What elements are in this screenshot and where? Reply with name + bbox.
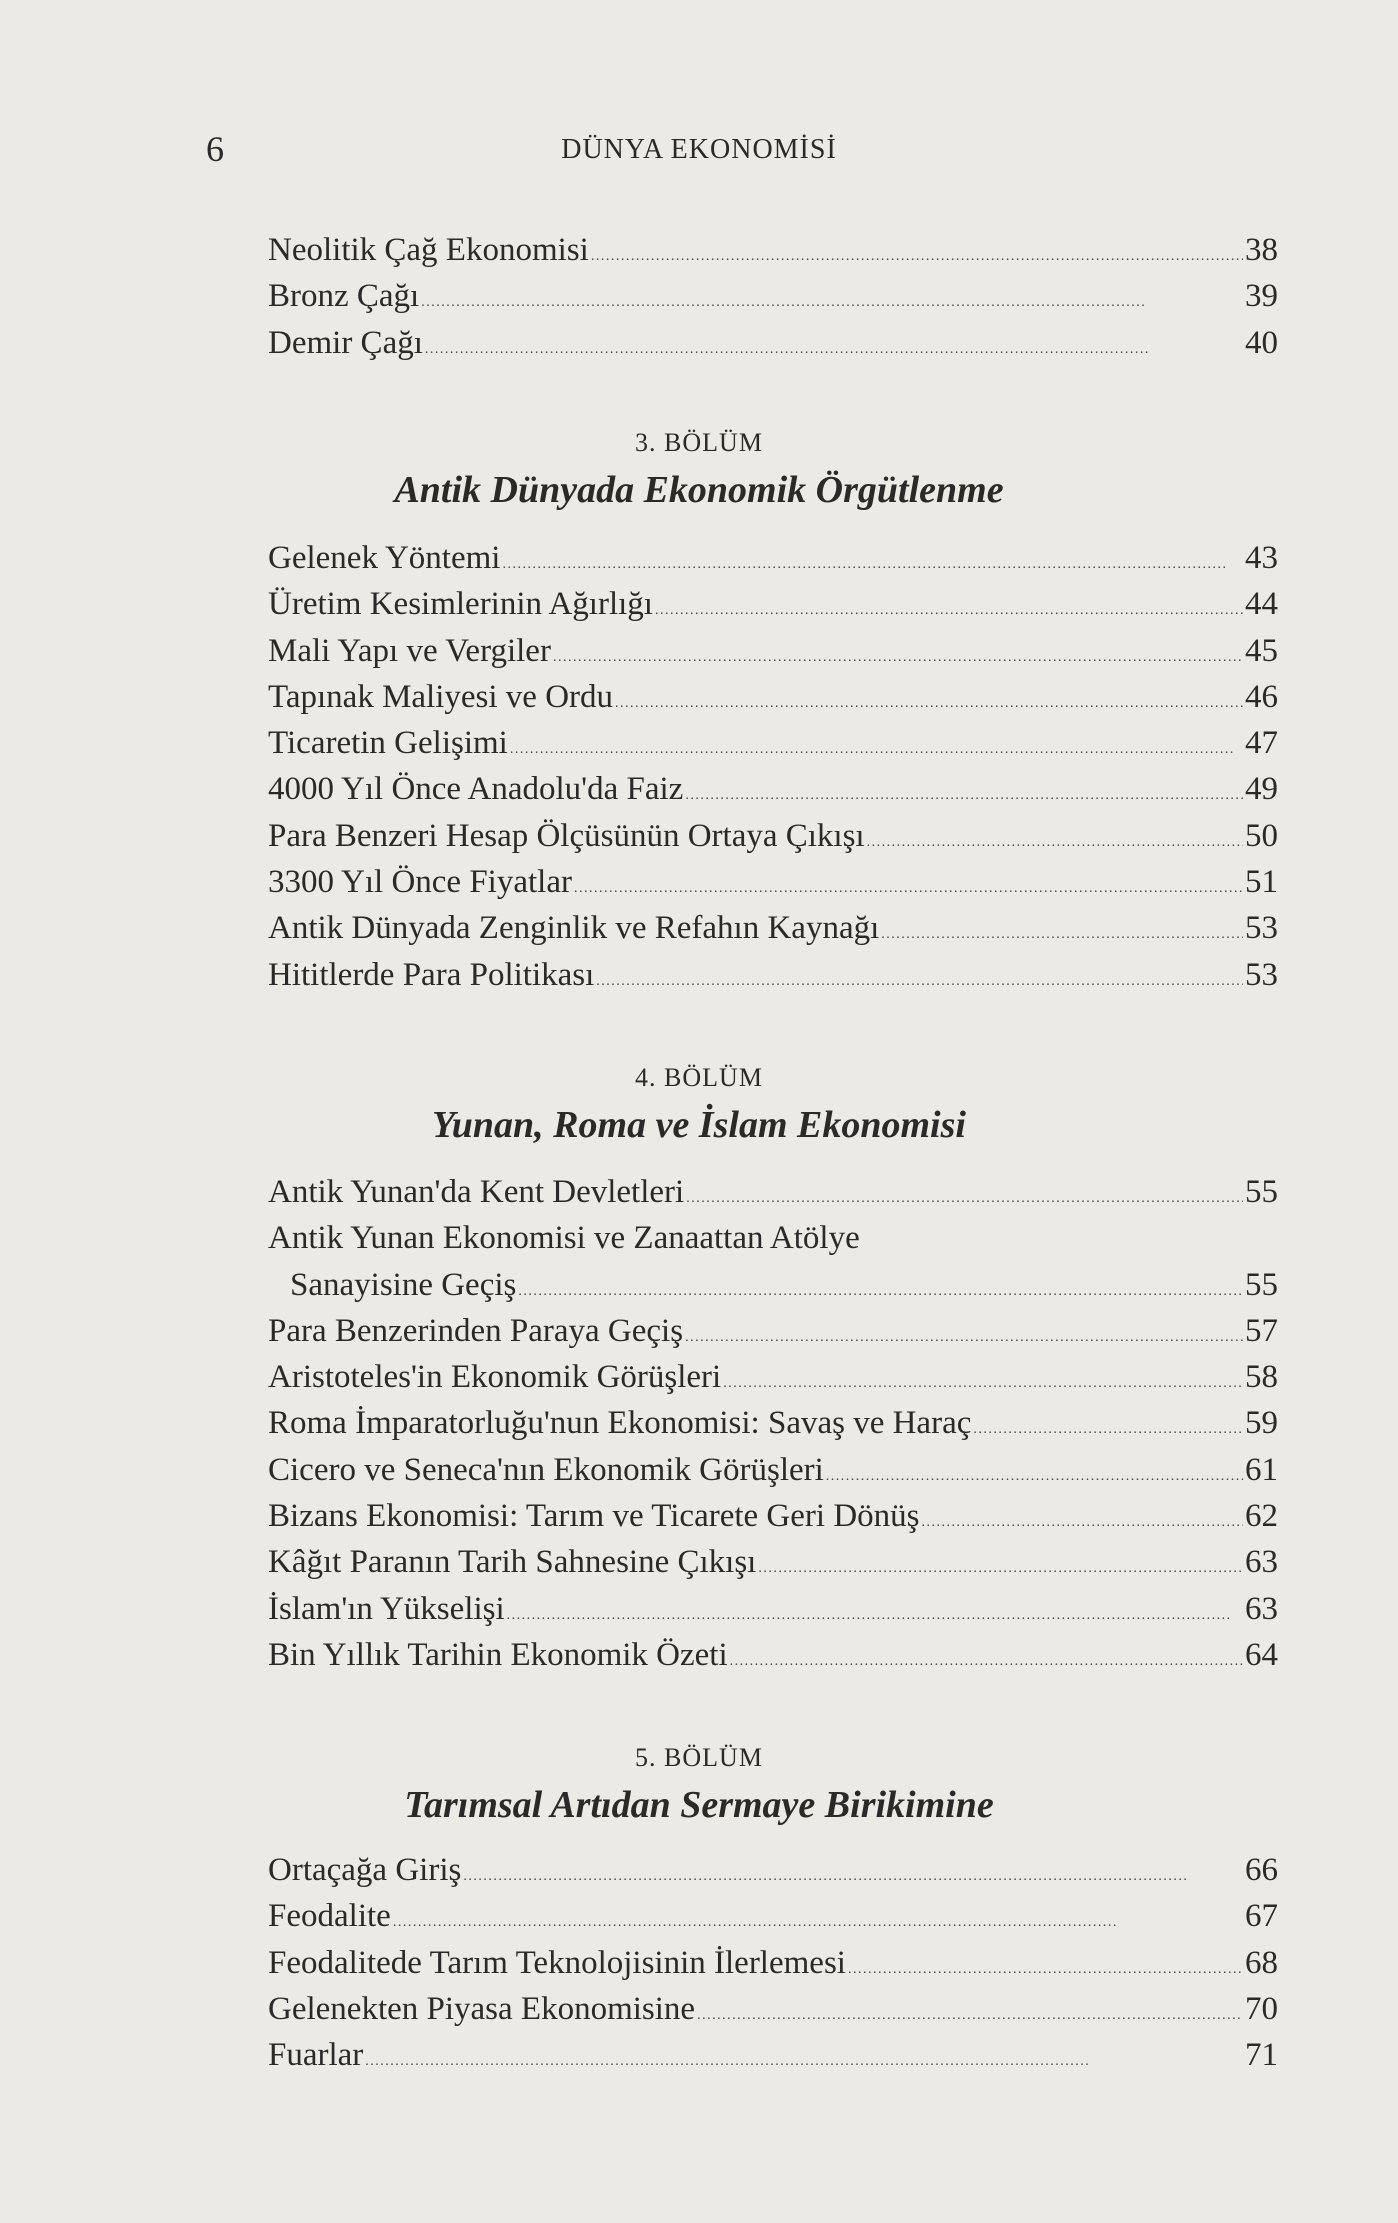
toc-entry-title: Mali Yapı ve Vergiler	[268, 632, 551, 669]
toc-entry	[268, 586, 1278, 632]
chapter-title: Antik Dünyada Ekonomik Örgütlenme	[394, 469, 1004, 511]
toc-entry-title: Neolitik Çağ Ekonomisi	[268, 232, 589, 268]
dot-leader	[507, 1591, 1243, 1628]
toc-entry-title: Ortaçağa Giriş	[268, 1852, 462, 1888]
dot-leader	[425, 325, 1243, 362]
dot-leader	[826, 1452, 1243, 1489]
toc-entry-title: Gelenek Yöntemi	[268, 540, 501, 576]
toc-entry-page: 62	[1245, 1498, 1278, 1535]
page-number: 6	[206, 129, 224, 169]
toc-entry-page: 43	[1245, 540, 1278, 576]
toc-entry	[268, 1267, 1278, 1313]
toc-entry-page: 68	[1245, 1944, 1278, 1981]
toc-entry-title: Ticaretin Gelişimi	[268, 725, 508, 762]
toc-entry	[268, 771, 1278, 817]
toc-entry	[268, 1359, 1278, 1405]
chapter-heading-5	[0, 1743, 1398, 1827]
toc-entry-page: 57	[1245, 1312, 1278, 1349]
toc-entry-page: 40	[1245, 324, 1278, 361]
dot-leader	[685, 771, 1243, 808]
toc-entry	[268, 1898, 1278, 1944]
toc-entry-page: 39	[1245, 278, 1278, 315]
toc-entry	[268, 1991, 1278, 2037]
toc-entry-page: 50	[1245, 817, 1278, 854]
dot-leader	[393, 1898, 1243, 1935]
toc-entry	[268, 1544, 1278, 1590]
toc-entry-title: Aristoteles'in Ekonomik Görüşleri	[268, 1359, 722, 1396]
toc-entry	[268, 1174, 1278, 1220]
toc-entry	[268, 1637, 1278, 1683]
toc-entry	[268, 1945, 1278, 1991]
toc-entry-title: Feodalite	[268, 1898, 391, 1935]
toc-entry-page: 66	[1245, 1852, 1278, 1888]
toc-entry-page: 70	[1245, 1990, 1278, 2027]
dot-leader	[421, 278, 1243, 315]
toc-entry-page: 67	[1245, 1898, 1278, 1935]
chapter-label: 4. BÖLÜM	[635, 1063, 763, 1092]
toc-entry	[268, 864, 1278, 910]
dot-leader	[596, 957, 1243, 994]
toc-entry-page: 53	[1245, 956, 1278, 993]
toc-entry-page: 38	[1245, 232, 1278, 268]
toc-entry	[268, 1220, 1278, 1266]
dot-leader	[867, 818, 1243, 855]
dot-leader	[502, 540, 1243, 577]
toc-entry-title: Bizans Ekonomisi: Tarım ve Ticarete Geri Dönüş	[268, 1498, 920, 1535]
chapter-heading-3	[0, 428, 1398, 512]
toc-entry	[268, 540, 1278, 586]
toc-entry-title: Bin Yıllık Tarihin Ekonomik Özeti	[268, 1636, 728, 1673]
toc-entry	[268, 1852, 1278, 1898]
toc-section-continued	[268, 232, 1278, 371]
chapter-label: 3. BÖLÜM	[635, 428, 763, 457]
toc-entry-title: Fuarlar	[268, 2037, 364, 2074]
dot-leader	[591, 232, 1243, 269]
toc-entry	[268, 1498, 1278, 1544]
toc-entry	[268, 957, 1278, 1003]
toc-entry	[268, 679, 1278, 725]
dot-leader	[365, 2037, 1243, 2074]
toc-entry-page: 45	[1245, 632, 1278, 669]
toc-entry	[268, 633, 1278, 679]
toc-entry-page: 51	[1245, 864, 1278, 901]
toc-entry-page: 71	[1245, 2037, 1278, 2074]
running-head: DÜNYA EKONOMİSİ	[561, 134, 837, 165]
toc-entry-title: İslam'ın Yükselişi	[268, 1590, 505, 1627]
dot-leader	[574, 864, 1243, 901]
toc-entry	[268, 818, 1278, 864]
toc-entry-page: 55	[1245, 1266, 1278, 1303]
chapter-label: 5. BÖLÜM	[635, 1743, 763, 1772]
toc-entry-title: Antik Dünyada Zenginlik ve Refahın Kaynağı	[268, 910, 880, 947]
dot-leader	[553, 633, 1243, 670]
toc-entry	[268, 232, 1278, 278]
toc-entry-page: 63	[1245, 1544, 1278, 1581]
toc-entry-title: Kâğıt Paranın Tarih Sahnesine Çıkışı	[268, 1544, 757, 1581]
toc-entry-title: Tapınak Maliyesi ve Ordu	[268, 678, 614, 715]
toc-entry-page: 46	[1245, 678, 1278, 715]
dot-leader	[655, 586, 1243, 623]
toc-entry-title: Roma İmparatorluğu'nun Ekonomisi: Savaş ve Haraç	[268, 1405, 972, 1442]
toc-entry-title: Cicero ve Seneca'nın Ekonomik Görüşleri	[268, 1451, 824, 1488]
toc-entry-title: Bronz Çağı	[268, 278, 420, 315]
toc-entry-title: Demir Çağı	[268, 324, 423, 361]
dot-leader	[686, 1174, 1243, 1211]
toc-entry	[268, 325, 1278, 371]
toc-entry-title: Feodalitede Tarım Teknolojisinin İlerlemesi	[268, 1944, 846, 1981]
toc-entry	[268, 1452, 1278, 1498]
toc-entry-title: Üretim Kesimlerinin Ağırlığı	[268, 586, 653, 623]
toc-entry-title: Hititlerde Para Politikası	[268, 956, 595, 993]
toc-section-chapter-3	[268, 540, 1278, 1003]
toc-entry-title: Sanayisine Geçiş	[290, 1266, 517, 1303]
toc-entry	[268, 910, 1278, 956]
chapter-title: Tarımsal Artıdan Sermaye Birikimine	[404, 1784, 994, 1826]
dot-leader	[697, 1991, 1243, 2028]
dot-leader	[730, 1637, 1243, 1674]
toc-entry-page: 44	[1245, 586, 1278, 623]
dot-leader	[463, 1852, 1243, 1889]
dot-leader	[685, 1313, 1243, 1350]
toc-entry-title: Antik Yunan Ekonomisi ve Zanaattan Atölye	[268, 1220, 860, 1257]
dot-leader	[615, 679, 1243, 716]
dot-leader	[723, 1359, 1243, 1396]
toc-entry-page: 59	[1245, 1405, 1278, 1442]
dot-leader	[510, 725, 1243, 762]
dot-leader	[518, 1267, 1243, 1304]
toc-entry	[268, 725, 1278, 771]
dot-leader	[848, 1945, 1243, 1982]
toc-entry-page: 64	[1245, 1636, 1278, 1673]
chapter-heading-4	[0, 1063, 1398, 1147]
toc-entry	[268, 1591, 1278, 1637]
toc-entry-page: 55	[1245, 1174, 1278, 1210]
dot-leader	[881, 910, 1243, 947]
toc-entry-page: 49	[1245, 771, 1278, 808]
chapter-title: Yunan, Roma ve İslam Ekonomisi	[432, 1104, 966, 1146]
dot-leader	[973, 1405, 1243, 1442]
dot-leader	[758, 1544, 1243, 1581]
toc-section-chapter-4	[268, 1174, 1278, 1683]
toc-entry-page: 53	[1245, 910, 1278, 947]
toc-entry-page: 47	[1245, 725, 1278, 762]
toc-entry	[268, 1405, 1278, 1451]
toc-entry-title: 4000 Yıl Önce Anadolu'da Faiz	[268, 771, 684, 808]
toc-entry-title: Para Benzeri Hesap Ölçüsünün Ortaya Çıkışı	[268, 817, 865, 854]
toc-entry	[268, 2037, 1278, 2083]
toc-entry-title: 3300 Yıl Önce Fiyatlar	[268, 864, 572, 901]
dot-leader	[922, 1498, 1244, 1535]
toc-entry	[268, 278, 1278, 324]
toc-section-chapter-5	[268, 1852, 1278, 2083]
toc-entry-page: 61	[1245, 1451, 1278, 1488]
toc-entry-title: Gelenekten Piyasa Ekonomisine	[268, 1990, 696, 2027]
toc-entry-title: Para Benzerinden Paraya Geçiş	[268, 1312, 684, 1349]
toc-entry-page: 63	[1245, 1590, 1278, 1627]
toc-entry	[268, 1313, 1278, 1359]
toc-entry-page: 58	[1245, 1359, 1278, 1396]
toc-entry-title: Antik Yunan'da Kent Devletleri	[268, 1174, 685, 1210]
